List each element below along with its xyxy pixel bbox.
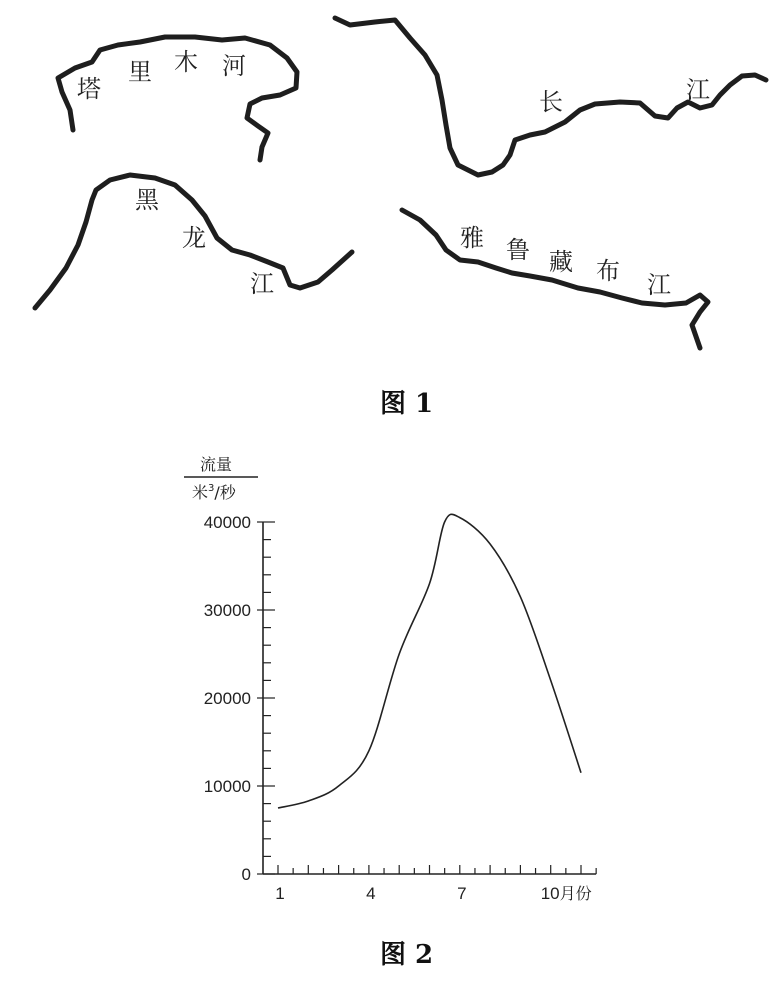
- label-heilongjiang-3: 江: [250, 270, 274, 298]
- x-axis-unit: 月份: [559, 884, 592, 903]
- label-tarim-4: 河: [222, 52, 246, 80]
- discharge-line: [278, 514, 581, 808]
- y-tick-label: 40000: [203, 513, 251, 532]
- y-tick-label: 20000: [203, 689, 251, 708]
- label-yarlung-3: 藏: [549, 248, 573, 276]
- figure-1-river-map: [0, 0, 782, 420]
- figure-2-caption: 图 2: [380, 940, 434, 970]
- ylabel-unit-b: /秒: [214, 483, 236, 502]
- x-tick-label: 7: [457, 884, 467, 903]
- label-tarim-2: 里: [128, 58, 152, 86]
- label-heilongjiang-2: 龙: [182, 224, 206, 252]
- label-yarlung-1: 雅: [460, 224, 484, 252]
- chart-axes: [263, 522, 596, 874]
- label-yarlung-4: 布: [596, 257, 620, 285]
- x-tick-label: 1: [275, 884, 285, 903]
- x-tick-label: 4: [366, 884, 376, 903]
- ylabel-unit: [192, 483, 237, 502]
- label-tarim-1: 塔: [77, 75, 101, 103]
- figure-1-caption: 图 1: [380, 389, 434, 419]
- y-tick-label: 0: [241, 865, 251, 884]
- y-tick-label: 30000: [203, 601, 251, 620]
- chart-ticks: [257, 522, 596, 874]
- y-tick-label: 10000: [203, 777, 251, 796]
- label-heilongjiang-1: 黑: [135, 186, 159, 214]
- ylabel-unit-a: 米: [192, 483, 209, 502]
- label-tarim-3: 木: [174, 48, 198, 76]
- ylabel-top: 流量: [200, 455, 233, 474]
- x-tick-label: 10月份: [540, 884, 592, 903]
- chart-tick-labels: [204, 513, 592, 903]
- label-changjiang-1: 长: [539, 88, 563, 116]
- ylabel-unit-sup: 3: [208, 483, 215, 494]
- label-yarlung-2: 鲁: [506, 236, 530, 264]
- chart-series: [278, 514, 581, 808]
- label-yarlung-5: 江: [647, 271, 671, 299]
- label-changjiang-2: 江: [686, 76, 710, 104]
